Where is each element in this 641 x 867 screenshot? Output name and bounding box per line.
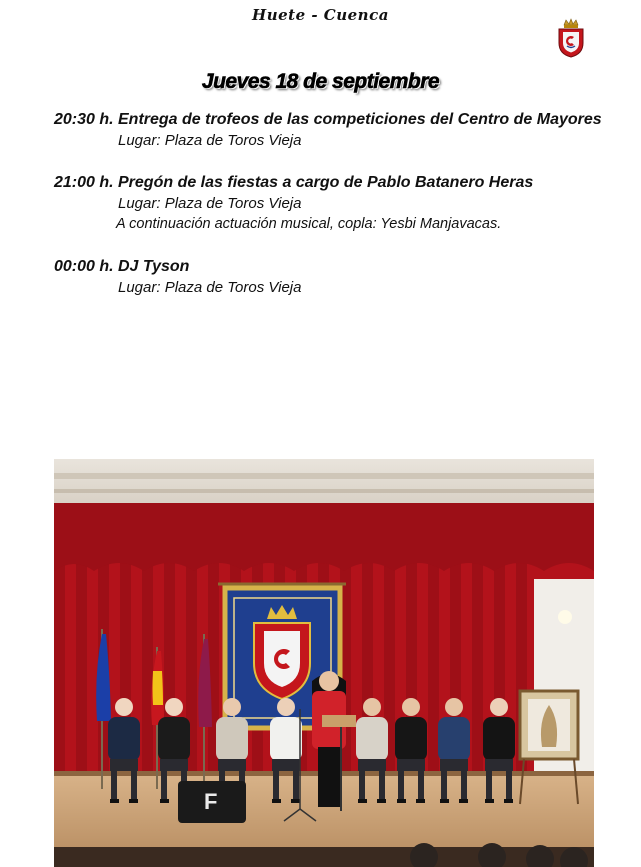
coat-of-arms-icon xyxy=(555,18,587,58)
event-title: Pregón de las fiestas a cargo de Pablo Batanero Heras xyxy=(118,174,534,191)
event-time: 20:30 h. xyxy=(54,111,114,128)
event-item xyxy=(54,173,614,235)
event-item xyxy=(54,257,614,298)
ceiling xyxy=(54,459,594,509)
stage-photo xyxy=(54,459,594,867)
event-title: Entrega de trofeos de las competiciones del Centro de Mayores xyxy=(118,111,602,128)
event-note: A continuación actuación musical, copla: Yesbi Manjavacas. xyxy=(116,216,502,232)
event-time: 00:00 h. xyxy=(54,258,114,275)
header-town: Huete - Cuenca xyxy=(252,6,389,24)
event-place: Lugar: Plaza de Toros Vieja xyxy=(118,132,302,149)
event-place: Lugar: Plaza de Toros Vieja xyxy=(118,279,302,296)
event-title: DJ Tyson xyxy=(118,258,190,275)
event-place: Lugar: Plaza de Toros Vieja xyxy=(118,195,302,212)
curtain-valance xyxy=(54,503,594,571)
date-heading: Jueves 18 de septiembre xyxy=(201,70,440,93)
svg-text:F: F xyxy=(204,789,218,814)
event-time: 21:00 h. xyxy=(54,174,114,191)
event-item xyxy=(54,110,614,151)
